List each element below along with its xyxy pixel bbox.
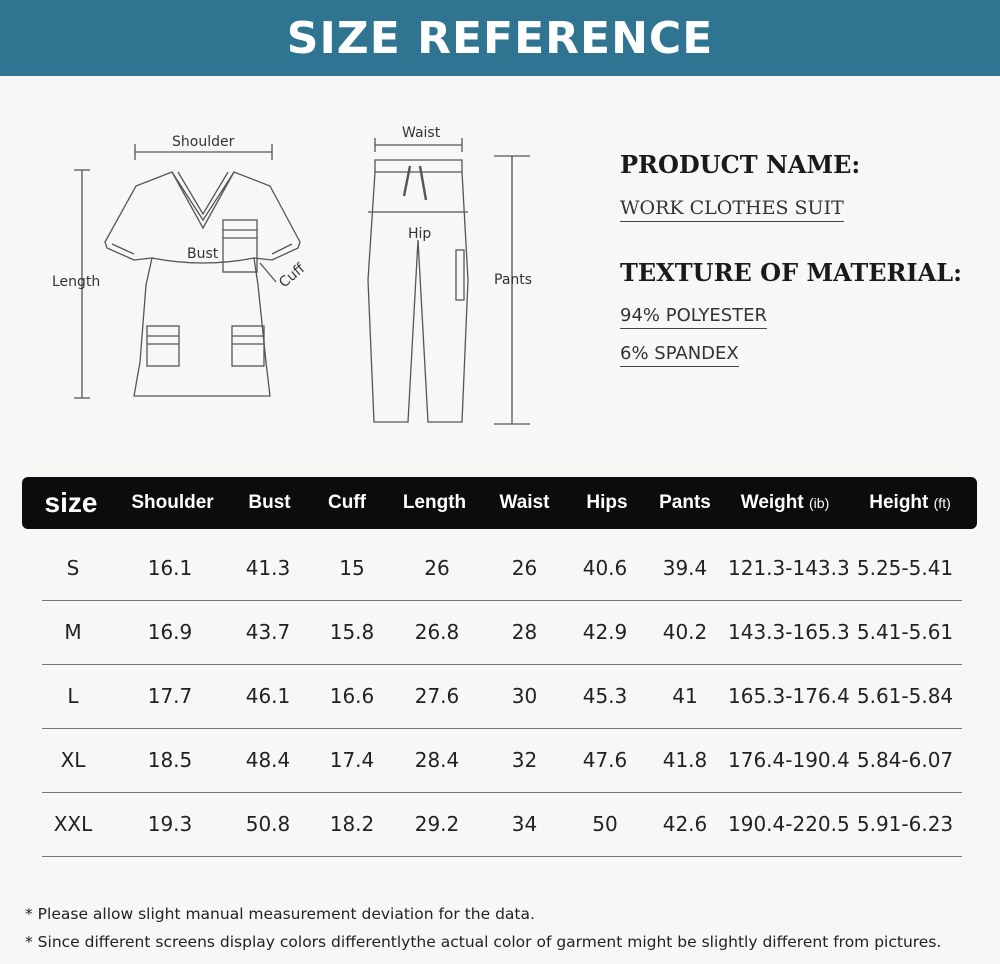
cell-waist: 26 — [511, 556, 538, 580]
product-name-value: WORK CLOTHES SUIT — [620, 197, 844, 222]
header-length: Length — [402, 492, 467, 513]
material-line-1: 94% POLYESTER — [620, 305, 767, 329]
header-hips: Hips — [586, 492, 628, 513]
cell-waist: 34 — [511, 812, 538, 836]
cell-size: XXL — [53, 812, 93, 836]
cell-weight: 165.3-176.4 — [728, 684, 850, 708]
table-row — [42, 728, 962, 793]
cell-hips: 42.9 — [582, 620, 628, 644]
cell-pants: 41.8 — [662, 748, 708, 772]
cell-bust: 46.1 — [245, 684, 291, 708]
cell-length: 28.4 — [414, 748, 460, 772]
cell-shoulder: 16.1 — [147, 556, 193, 580]
cell-length: 29.2 — [414, 812, 460, 836]
cell-length: 27.6 — [414, 684, 460, 708]
title-banner — [0, 0, 1000, 76]
pants-label: Pants — [494, 272, 533, 288]
cell-size: XL — [60, 748, 86, 772]
cell-cuff: 15.8 — [329, 620, 375, 644]
header-pants: Pants — [659, 492, 711, 513]
cell-pants: 39.4 — [662, 556, 708, 580]
cell-pants: 41 — [672, 684, 698, 708]
table-row — [42, 600, 962, 665]
cell-height: 5.25-5.41 — [856, 556, 954, 580]
cell-shoulder: 16.9 — [147, 620, 193, 644]
cell-hips: 40.6 — [582, 556, 628, 580]
cell-hips: 45.3 — [582, 684, 628, 708]
cell-bust: 41.3 — [245, 556, 291, 580]
note-color: * Since different screens display colors differentlythe actual color of garment might be slightly different from pictures. — [25, 933, 942, 951]
cell-bust: 50.8 — [245, 812, 291, 836]
table-row — [42, 792, 962, 857]
table-row — [42, 664, 962, 729]
cell-size: S — [66, 556, 80, 580]
cell-cuff: 18.2 — [329, 812, 375, 836]
cell-height: 5.84-6.07 — [856, 748, 954, 772]
cell-cuff: 17.4 — [329, 748, 375, 772]
header-bust: Bust — [248, 492, 291, 513]
cell-height: 5.41-5.61 — [856, 620, 954, 644]
material-heading: TEXTURE OF MATERIAL: — [620, 258, 963, 287]
cell-cuff: 16.6 — [329, 684, 375, 708]
header-cuff: Cuff — [328, 492, 366, 513]
cell-length: 26 — [424, 556, 450, 580]
page-title: SIZE REFERENCE — [286, 12, 714, 64]
cell-cuff: 15 — [339, 556, 365, 580]
cell-weight: 176.4-190.4 — [728, 748, 850, 772]
header-weight: Weight (ib) — [740, 492, 830, 513]
cell-weight: 143.3-165.3 — [728, 620, 850, 644]
cell-waist: 32 — [511, 748, 538, 772]
cell-height: 5.91-6.23 — [856, 812, 954, 836]
cell-pants: 42.6 — [662, 812, 708, 836]
cell-length: 26.8 — [414, 620, 460, 644]
cell-bust: 43.7 — [245, 620, 291, 644]
header-size: size — [44, 487, 98, 518]
cell-waist: 28 — [511, 620, 538, 644]
product-info — [620, 150, 990, 367]
cuff-label: Cuff — [276, 260, 309, 292]
shoulder-label: Shoulder — [172, 134, 235, 150]
cell-shoulder: 17.7 — [147, 684, 193, 708]
cell-size: M — [64, 620, 82, 644]
cell-shoulder: 18.5 — [147, 748, 193, 772]
length-label: Length — [52, 274, 101, 290]
cell-hips: 50 — [592, 812, 618, 836]
cell-waist: 30 — [511, 684, 538, 708]
cell-size: L — [67, 684, 79, 708]
header-waist: Waist — [499, 492, 550, 513]
cell-hips: 47.6 — [582, 748, 628, 772]
garment-diagram — [0, 100, 600, 450]
header-shoulder: Shoulder — [131, 492, 214, 513]
size-table-header — [22, 477, 977, 529]
disclaimer-notes — [25, 905, 995, 961]
material-line-2: 6% SPANDEX — [620, 343, 739, 367]
note-measurement: * Please allow slight manual measurement deviation for the data. — [25, 905, 535, 923]
waist-label: Waist — [402, 125, 441, 141]
cell-shoulder: 19.3 — [147, 812, 193, 836]
header-height: Height (ft) — [869, 492, 951, 513]
hip-label: Hip — [408, 226, 432, 242]
product-name-heading: PRODUCT NAME: — [620, 150, 861, 179]
cell-weight: 121.3-143.3 — [728, 556, 850, 580]
bust-label: Bust — [187, 246, 219, 262]
table-row — [42, 536, 962, 601]
cell-weight: 190.4-220.5 — [728, 812, 850, 836]
cell-height: 5.61-5.84 — [856, 684, 954, 708]
cell-bust: 48.4 — [245, 748, 291, 772]
cell-pants: 40.2 — [662, 620, 708, 644]
